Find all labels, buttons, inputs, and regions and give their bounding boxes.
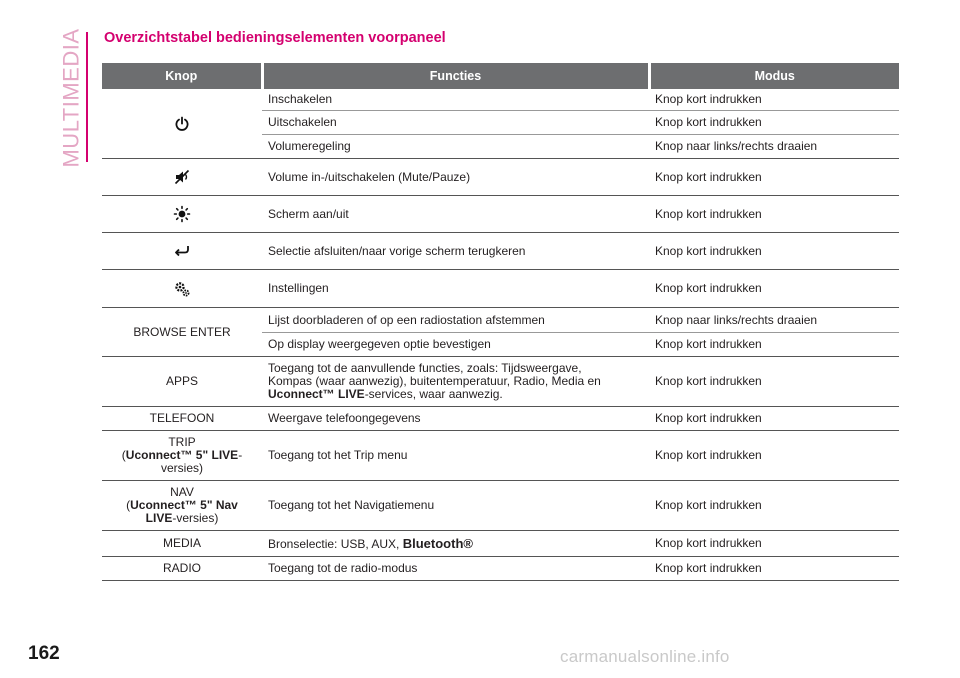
trip-open-paren: (: [121, 448, 126, 462]
mode-cell: Knop kort indrukken: [649, 270, 899, 308]
mode-cell: Knop kort indrukken: [649, 407, 899, 431]
watermark: carmanualsonline.info: [560, 647, 730, 666]
back-arrow-icon: [173, 242, 191, 260]
section-sidebar-text: MULTIMEDIA: [59, 28, 85, 168]
sidebar-accent-rule: [86, 32, 88, 162]
function-cell: Uitschakelen: [262, 111, 649, 135]
knop-cell-radio: RADIO: [102, 557, 262, 581]
apps-brand: Uconnect™ LIVE: [268, 387, 365, 401]
function-cell: Op display weergegeven optie bevestigen: [262, 333, 649, 357]
page-title: Overzichtstabel bedieningselementen voorpaneel: [104, 30, 446, 46]
table-row: [102, 557, 899, 581]
table-row: [102, 481, 899, 531]
nav-brand2: LIVE: [145, 511, 173, 525]
function-cell: Weergave telefoongegevens: [262, 407, 649, 431]
media-bluetooth-brand: Bluetooth®: [402, 535, 473, 551]
table-row: [102, 159, 899, 196]
nav-knop-variant2: [108, 512, 256, 525]
knop-cell-media: MEDIA: [102, 531, 262, 557]
function-cell: Volume in-/uitschakelen (Mute/Pauze): [262, 159, 649, 196]
table-row: [102, 89, 899, 111]
table-row: [102, 407, 899, 431]
function-cell: Lijst doorbladeren of op een radiostation afstemmen: [262, 308, 649, 333]
table-row: [102, 531, 899, 557]
mode-cell: Knop kort indrukken: [649, 159, 899, 196]
trip-brand: Uconnect™ 5" LIVE: [125, 448, 239, 462]
trip-knop-label: TRIP: [168, 435, 196, 449]
function-cell: Toegang tot het Trip menu: [262, 431, 649, 481]
settings-gear-icon: [173, 280, 191, 298]
mode-cell: Knop kort indrukken: [649, 357, 899, 407]
header-modus: Modus: [649, 63, 899, 89]
screen-brightness-icon: [173, 205, 191, 223]
apps-function-line2: Kompas (waar aanwezig), buitentemperatuur, Radio, Media en: [268, 374, 601, 388]
function-cell: Selectie afsluiten/naar vorige scherm terugkeren: [262, 233, 649, 270]
function-cell: Inschakelen: [268, 92, 333, 106]
table-row: [102, 196, 899, 233]
function-cell: Scherm aan/uit: [262, 196, 649, 233]
knop-cell-apps: APPS: [102, 357, 262, 407]
mode-cell: Knop kort indrukken: [649, 481, 899, 531]
function-cell: Toegang tot het Navigatiemenu: [262, 481, 649, 531]
knop-cell-trip: [102, 431, 262, 481]
power-icon: [173, 115, 191, 133]
mode-cell: Knop kort indrukken: [649, 111, 899, 135]
knop-cell-nav: [102, 481, 262, 531]
mode-cell: Knop kort indrukken: [655, 92, 762, 106]
nav-knop-label: NAV: [170, 485, 194, 499]
nav-brand1: Uconnect™ 5" Nav: [130, 498, 238, 512]
knop-cell-screen: [102, 196, 262, 233]
table-row: [102, 270, 899, 308]
function-cell: Volumeregeling: [262, 135, 649, 159]
mode-cell: Knop kort indrukken: [649, 233, 899, 270]
table-header-row: [102, 63, 899, 89]
knop-cell-power: [102, 89, 262, 159]
function-cell: [262, 357, 649, 407]
mode-cell: Knop kort indrukken: [649, 196, 899, 233]
table-row: [102, 308, 899, 333]
page-number: 162: [28, 643, 60, 664]
function-cell: Toegang tot de radio-modus: [262, 557, 649, 581]
header-functies: Functies: [262, 63, 649, 89]
mute-icon: [173, 168, 191, 186]
function-cell: [262, 531, 649, 557]
knop-cell-browse: BROWSE ENTER: [102, 308, 262, 357]
mode-cell: Knop kort indrukken: [649, 557, 899, 581]
media-function: Bronselectie: USB, AUX,: [268, 536, 400, 551]
apps-function-suffix: -services, waar aanwezig.: [364, 387, 503, 401]
knop-cell-telefoon: TELEFOON: [102, 407, 262, 431]
knop-cell-back: [102, 233, 262, 270]
table-row: [102, 233, 899, 270]
controls-table: [102, 63, 899, 581]
mode-cell: Knop kort indrukken: [649, 531, 899, 557]
mode-cell: Knop naar links/rechts draaien: [649, 308, 899, 333]
apps-function-line1: Toegang tot de aanvullende functies, zoals: Tijdsweergave,: [268, 361, 582, 375]
knop-cell-settings: [102, 270, 262, 308]
trip-suffix: -: [238, 448, 243, 462]
trip-suffix2: versies): [160, 461, 203, 475]
mode-cell: Knop kort indrukken: [649, 333, 899, 357]
function-cell: Instellingen: [262, 270, 649, 308]
mode-cell: Knop naar links/rechts draaien: [649, 135, 899, 159]
header-knop: Knop: [102, 63, 262, 89]
table-row: [102, 357, 899, 407]
knop-cell-mute: [102, 159, 262, 196]
mode-cell: Knop kort indrukken: [649, 431, 899, 481]
nav-open-paren: (: [126, 498, 131, 512]
nav-suffix: -versies): [172, 511, 219, 525]
table-row: [102, 431, 899, 481]
